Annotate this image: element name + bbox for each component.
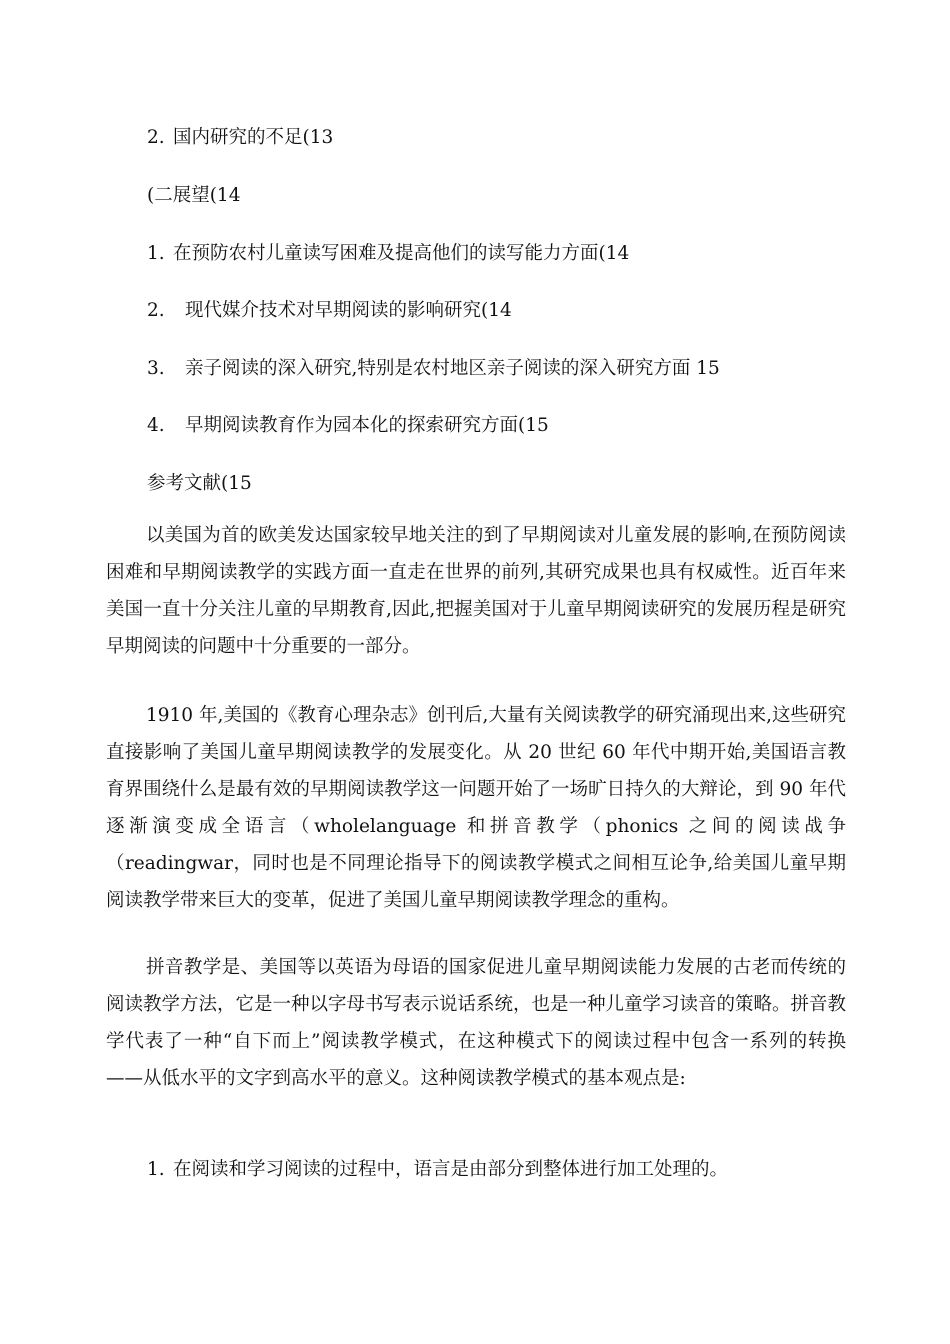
toc-item-text: 在预防农村儿童读写困难及提高他们的读写能力方面(14 xyxy=(173,243,630,264)
toc-item xyxy=(147,241,629,267)
body-paragraph: 以美国为首的欧美发达国家较早地关注的到了早期阅读对儿童发展的影响,在预防阅读困难和早期阅读教学的实践方面一直走在世界的前列,其研究成果也具有权威性。近百年来美国一直十分关注儿童的早期教育,因此,把握美国对于儿童早期阅读研究的发展历程是研究早期阅读的问题中十分重要的一部分。 xyxy=(106,525,846,657)
toc-item-text: 参考文献(15 xyxy=(147,473,252,494)
toc-item-number: 3. xyxy=(147,358,165,379)
toc-item-text: 国内研究的不足(13 xyxy=(173,127,334,148)
toc-item-text: 亲子阅读的深入研究,特别是农村地区亲子阅读的深入研究方面 15 xyxy=(185,358,720,379)
toc-item-number: 1. xyxy=(147,243,165,264)
list-item-text: 在阅读和学习阅读的过程中，语言是由部分到整体进行加工处理的。 xyxy=(173,1159,729,1180)
toc-item xyxy=(147,183,240,209)
toc-item xyxy=(147,125,333,151)
body-paragraph: 拼音教学是、美国等以英语为母语的国家促进儿童早期阅读能力发展的古老而传统的阅读教学方法，它是一种以字母书写表示说话系统，也是一种儿童学习读音的策略。拼音教学代表了一种“自下而上”阅读教学模式，在这种模式下的阅读过程中包含一系列的转换——从低水平的文字到高水平的意义。这种阅读教学模式的基本观点是: xyxy=(106,957,847,1089)
toc-item-text: 现代媒介技术对早期阅读的影响研究(14 xyxy=(185,300,512,321)
toc-item xyxy=(147,471,252,497)
toc-item xyxy=(147,413,549,439)
body-paragraph: 1910 年,美国的《教育心理杂志》创刊后,大量有关阅读教学的研究涌现出来,这些研究直接影响了美国儿童早期阅读教学的发展变化。从 20 世纪 60 年代中期开始,美国语言教育界围绕什么是最有效的早期阅读教学这一问题开始了一场旷日持久的大辩论，到 90 年代逐渐演变成全语言（wholelanguage 和拼音教学（phonics 之间的阅读战争（readingwar，同时也是不同理论指导下的阅读教学模式之间相互论争,给美国儿童早期阅读教学带来巨大的变革，促进了美国儿童早期阅读教学理念的重构。 xyxy=(106,705,846,911)
toc-item-text: (二展望(14 xyxy=(147,185,241,206)
toc-item-number: 4. xyxy=(147,415,165,436)
list-item xyxy=(147,1157,728,1183)
toc-item-number: 2. xyxy=(147,300,165,321)
list-item-number: 1. xyxy=(147,1159,165,1180)
toc-item xyxy=(147,298,512,324)
toc-item-number: 2. xyxy=(147,127,165,148)
toc-item-text: 早期阅读教育作为园本化的探索研究方面(15 xyxy=(185,415,549,436)
toc-item xyxy=(147,356,720,382)
